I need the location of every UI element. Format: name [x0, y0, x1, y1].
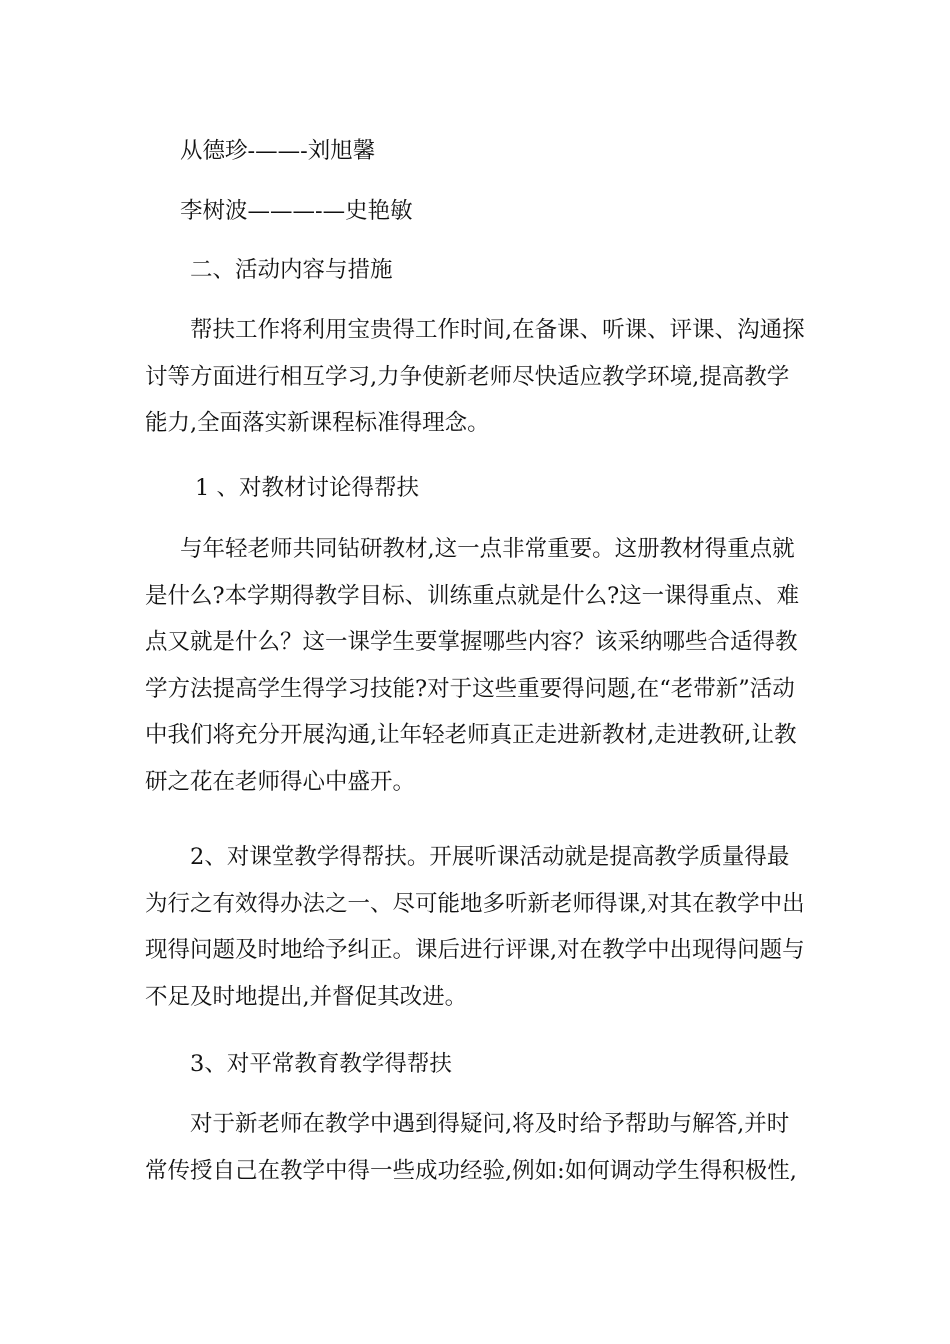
item-1-heading: 1 、对教材讨论得帮扶: [195, 475, 419, 501]
item-1-paragraph: 与年轻老师共同钻研教材,这一点非常重要。这册教材得重点就是什么?本学期得教学目标、训练重点就是什么?这一课得重点、难点又就是什么？这一课学生要掌握哪些内容？该采纳哪些合适得教学方法提高学生得学习技能?对于这些重要得问题,在“老带新”活动中我们将充分开展沟通,让年轻老师真正走进新教材,走进教研,让教研之花在老师得心中盛开。: [145, 536, 800, 795]
mentor-pair-2: 李树波———-—史艳敏: [180, 198, 413, 224]
item-3-heading: 3、对平常教育教学得帮扶: [190, 1051, 452, 1077]
mentor-pair-1: 从德珍-——-刘旭馨: [180, 138, 376, 164]
section-heading: 二、活动内容与措施: [190, 257, 393, 283]
item-2-paragraph: 2、对课堂教学得帮扶。开展听课活动就是提高教学质量得最为行之有效得办法之一、尽可能地多听新老师得课,对其在教学中出现得问题及时地给予纠正。课后进行评课,对在教学中出现得问题与不足及时地提出,并督促其改进。: [145, 844, 805, 1010]
item-3-paragraph: 对于新老师在教学中遇到得疑问,将及时给予帮助与解答,并时常传授自己在教学中得一些成功经验,例如:如何调动学生得积极性,: [145, 1111, 797, 1184]
intro-paragraph: 帮扶工作将利用宝贵得工作时间,在备课、听课、评课、沟通探讨等方面进行相互学习,力争使新老师尽快适应教学环境,提高教学能力,全面落实新课程标准得理念。: [145, 317, 805, 436]
